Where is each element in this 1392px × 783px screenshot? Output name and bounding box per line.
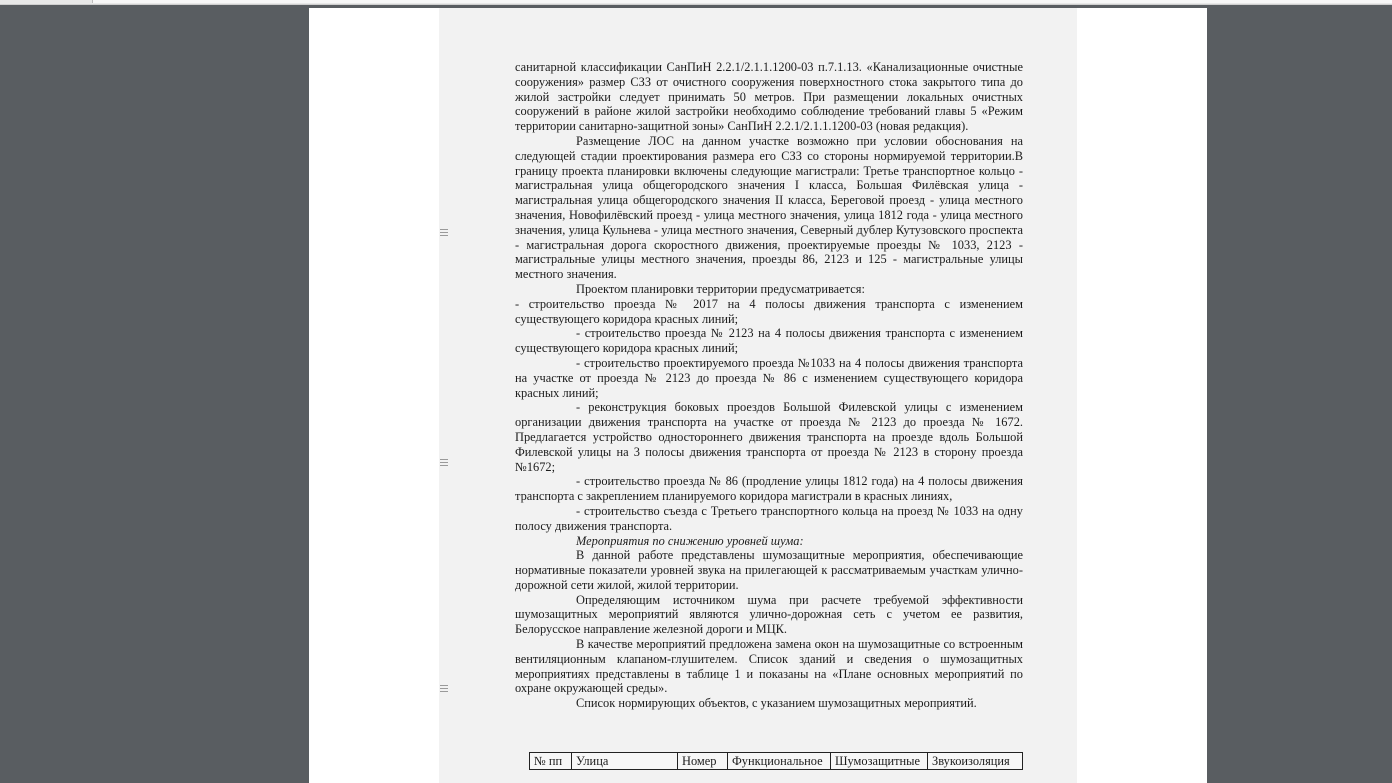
paragraph: санитарной классификации СанПиН 2.2.1/2.1.1.1200-03 п.7.1.13. «Канализационные очистные сооружения» размер СЗЗ от очистного сооружения поверхностного стока закрытого типа до жилой застройки следует принимать 50 метров. При размещении локальных очистных сооружений в районе жилой застройки необходимо соблюдение требований главы 5 «Режим территории санитарно-защитной зоны» СанПиН 2.2.1/2.1.1.1200-03 (новая редакция). xyxy=(515,60,1023,134)
table-header-cell: Улица xyxy=(572,753,678,770)
paragraph: Размещение ЛОС на данном участке возможно при условии обоснования на следующей стадии проектирования размера его СЗЗ со стороны нормируемой территории.В границу проекта планировки включены следующие магистрали: Третье транспортное кольцо - магистральная улица общегородского значения I класса, Большая Филёвская улица - магистральная улица общегородского значения II класса, Береговой проезд - улица местного значения, Новофилёвский проезд - улица местного значения, улица 1812 года - улица местного значения, улица Кульнева - улица местного значения, Северный дублер Кутузовского проспекта - магистральная дорога скоростного движения, проектируемые проезды № 1033, 2123 - магистральные улицы местного значения, проезды 86, 2123 и 125 - магистральные улицы местного значения. xyxy=(515,133,1023,282)
paragraph: Список нормирующих объектов, с указанием шумозащитных мероприятий. xyxy=(576,696,977,711)
list-item: - строительство проезда № 86 (продление улицы 1812 года) на 4 полосы движения транспорта с закреплением планируемого коридора магистрали в красных линиях, xyxy=(515,474,1023,504)
list-item: - реконструкция боковых проездов Большой Филевской улицы с изменением организации движения транспорта на участке от проезда № 2123 до проезда № 1672. Предлагается устройство одностороннего движения транспорта на проезде вдоль Большой Филевской улицы на 3 полосы движения транспорта от проезда № 2123 в сторону проезда №1672; xyxy=(515,400,1023,474)
list-item: - строительство проектируемого проезда №1033 на 4 полосы движения транспорта на участке от проезда № 2123 до проезда № 86 с изменением существующего коридора красных линий; xyxy=(515,355,1023,400)
paragraph: Проектом планировки территории предусматривается: xyxy=(576,281,865,296)
scan-mark xyxy=(440,229,448,237)
viewer-top-strip xyxy=(0,0,1392,5)
table-header-cell: № пп xyxy=(530,753,572,770)
table-header-row xyxy=(530,753,1023,770)
scan-mark xyxy=(440,459,448,467)
scan-mark xyxy=(440,685,448,693)
table-header-cell: Шумозащитные xyxy=(831,753,928,770)
noise-measures-table xyxy=(529,752,1023,770)
paragraph: В данной работе представлены шумозащитные мероприятия, обеспечивающие нормативные показатели уровней звука на прилегающей к рассматриваемым участкам улично-дорожной сети жилой, жилой территории. xyxy=(515,548,1023,592)
table-header-cell: Функциональное xyxy=(728,753,831,770)
table-header-cell: Звукоизоляция xyxy=(928,753,1023,770)
list-item: - строительство проезда № 2017 на 4 полосы движения транспорта с изменением существующего коридора красных линий; xyxy=(515,296,1023,326)
viewer-toolbar-edge xyxy=(92,0,1392,3)
paragraph: В качестве мероприятий предложена замена окон на шумозащитные со встроенным вентиляционным клапаном-глушителем. Список зданий и сведения о шумозащитных мероприятиях представлены в таблице 1 и показаны на «Плане основных мероприятий по охране окружающей среды». xyxy=(515,637,1023,696)
document-body xyxy=(515,60,1023,711)
list-item: - строительство съезда с Третьего транспортного кольца на проезд № 1033 на одну полосу движения транспорта. xyxy=(515,503,1023,533)
table-header-cell: Номер xyxy=(678,753,728,770)
list-item: - строительство проезда № 2123 на 4 полосы движения транспорта с изменением существующего коридора красных линий; xyxy=(515,326,1023,356)
section-heading: Мероприятия по снижению уровней шума: xyxy=(576,533,804,548)
paragraph: Определяющим источником шума при расчете требуемой эффективности шумозащитных мероприятий являются улично-дорожная сеть с учетом ее развития, Белорусское направление железной дороги и МЦК. xyxy=(515,592,1023,637)
